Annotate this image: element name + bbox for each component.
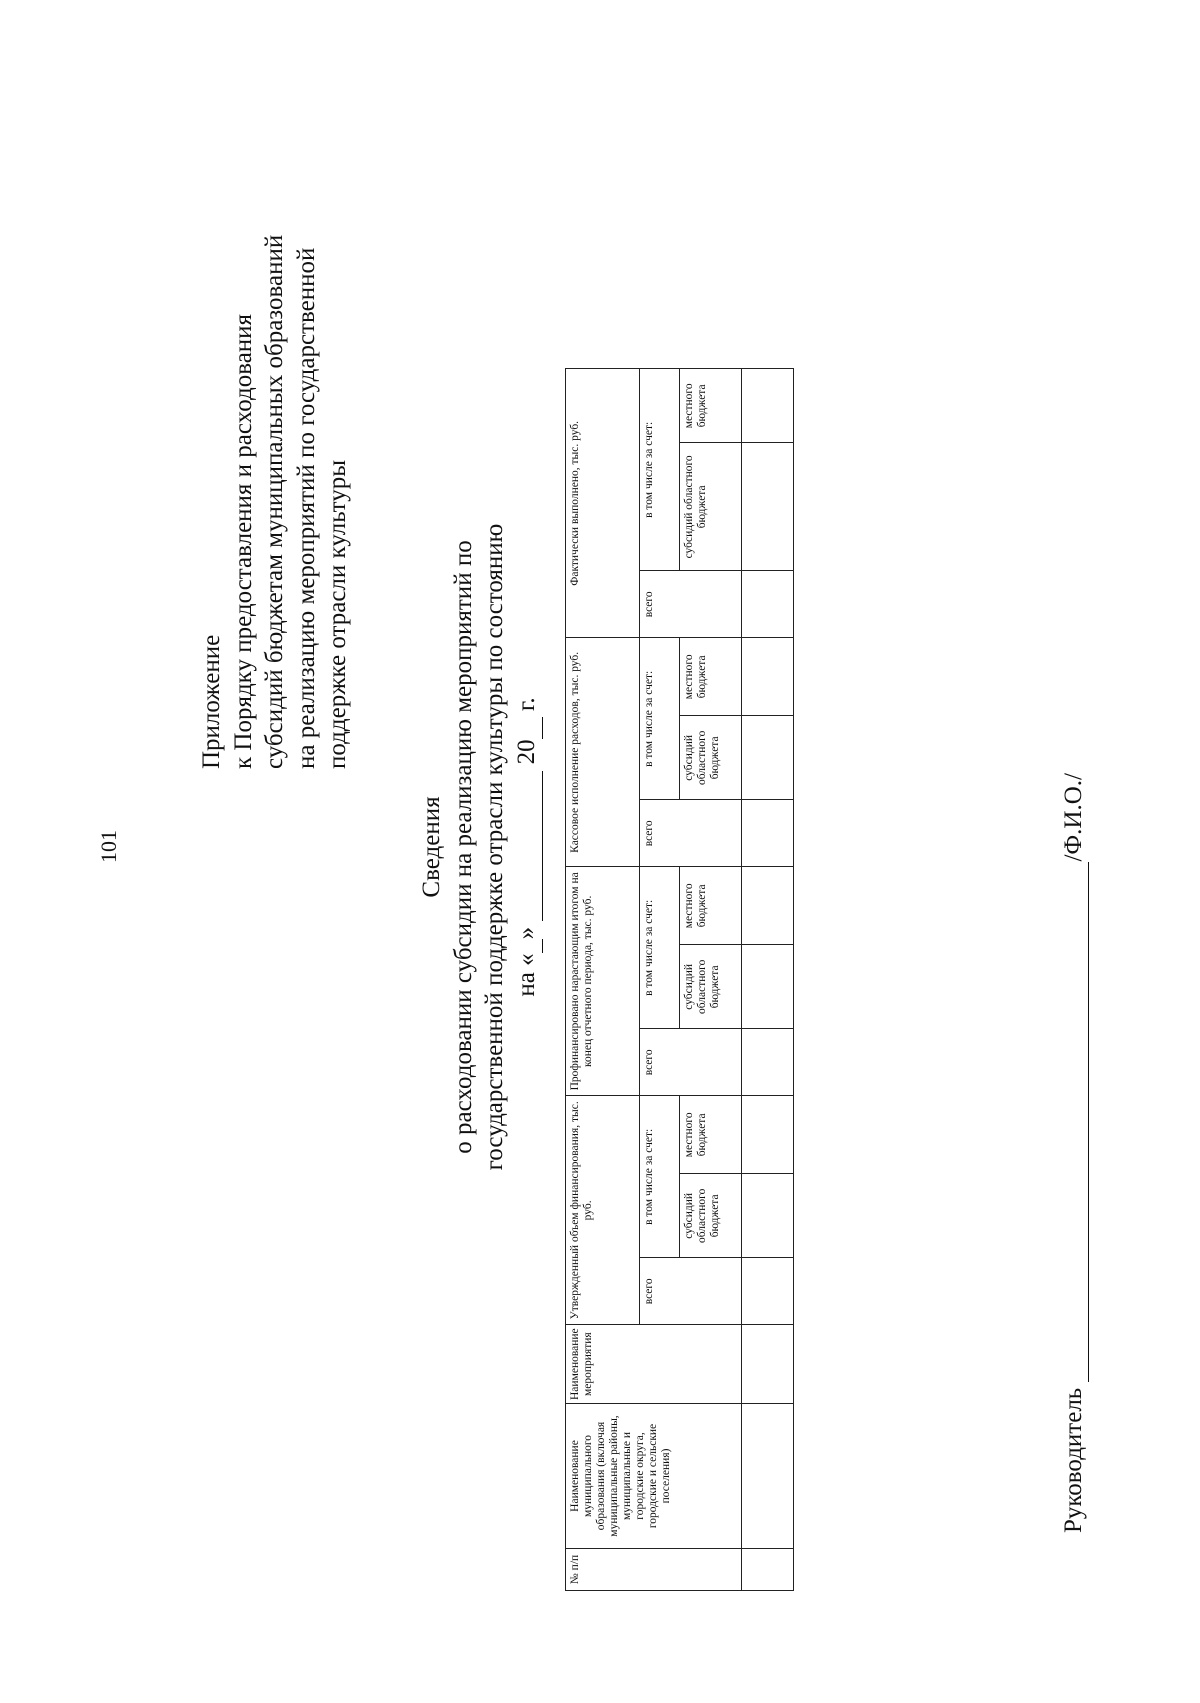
title-date <box>511 487 544 1207</box>
table-cell <box>742 716 794 800</box>
signature-fio: /Ф.И.О./ <box>1060 773 1087 862</box>
header-including: в том числе за счет: <box>640 1096 680 1258</box>
header-regional-subsidy: субсидий областного бюджета <box>680 716 742 800</box>
year-blank <box>511 717 544 739</box>
table-cell <box>742 800 794 867</box>
table-cell <box>742 1404 794 1549</box>
table-cell <box>742 1174 794 1258</box>
header-regional-subsidy: субсидий областного бюджета <box>680 945 742 1029</box>
table-cell <box>742 1029 794 1096</box>
header-including: в том числе за счет: <box>640 369 680 571</box>
table-cell <box>742 638 794 716</box>
header-approved-funding: Утвержденный объем финансирования, тыс. руб. <box>566 1096 640 1325</box>
title-line: о расходовании субсидии на реализацию мероприятий по <box>449 540 477 1154</box>
table-cell <box>742 369 794 443</box>
header-cash-execution: Кассовое исполнение расходов, тыс. руб. <box>566 638 640 867</box>
header-including: в том числе за счет: <box>640 638 680 800</box>
date-mid: » <box>512 926 540 940</box>
header-number: № п/п <box>566 1549 742 1591</box>
table-cell <box>742 867 794 945</box>
header-regional-subsidy: субсидий областного бюджета <box>680 443 742 571</box>
header-event: Наименование мероприятия <box>566 1325 742 1404</box>
title-heading: Сведения <box>418 796 445 898</box>
day-blank <box>511 939 544 953</box>
date-suffix: г. <box>512 697 540 712</box>
table-cell <box>742 1325 794 1404</box>
date-prefix: на « <box>512 953 540 997</box>
table-cell <box>742 1258 794 1325</box>
appendix-line: к Порядку предоставления и расходования <box>229 313 257 769</box>
header-actually-completed: Фактически выполнено, тыс. руб. <box>566 369 640 638</box>
title-line: государственной поддержке отрасли культуры по состоянию <box>481 523 508 1171</box>
month-blank <box>511 771 544 921</box>
table-cell <box>742 1549 794 1591</box>
report-title <box>416 487 543 1207</box>
header-regional-subsidy: субсидий областного бюджета <box>680 1174 742 1258</box>
table-cell <box>742 1096 794 1174</box>
table-cell <box>742 571 794 638</box>
table-cell <box>742 945 794 1029</box>
table-row <box>742 369 794 1591</box>
date-year: 20 <box>512 739 540 765</box>
appendix-heading <box>196 235 354 769</box>
page-number: 101 <box>96 830 121 863</box>
report-table <box>565 368 794 1591</box>
appendix-line: поддержке отрасли культуры <box>324 459 351 769</box>
header-including: в том числе за счет: <box>640 867 680 1029</box>
appendix-line: Приложение <box>198 634 225 769</box>
signature-line <box>1060 773 1089 1533</box>
header-local-budget: местного бюджета <box>680 867 742 945</box>
header-municipality: Наименование муниципального образования (включая муниципальные районы, муниципальные и городские округа, городские и сельские поселения) <box>566 1404 742 1549</box>
header-local-budget: местного бюджета <box>680 369 742 443</box>
signature-label: Руководитель <box>1060 1387 1087 1533</box>
appendix-line: на реализацию мероприятий по государственной <box>292 247 320 769</box>
header-total: всего <box>640 1029 742 1096</box>
signature-blank <box>1060 862 1089 1382</box>
header-total: всего <box>640 571 742 638</box>
header-local-budget: местного бюджета <box>680 638 742 716</box>
appendix-line: субсидий бюджетам муниципальных образований <box>261 234 288 769</box>
table-cell <box>742 443 794 571</box>
header-total: всего <box>640 800 742 867</box>
header-total: всего <box>640 1258 742 1325</box>
header-local-budget: местного бюджета <box>680 1096 742 1174</box>
header-financed: Профинансировано нарастающим итогом на конец отчетного периода, тыс. руб. <box>566 867 640 1096</box>
